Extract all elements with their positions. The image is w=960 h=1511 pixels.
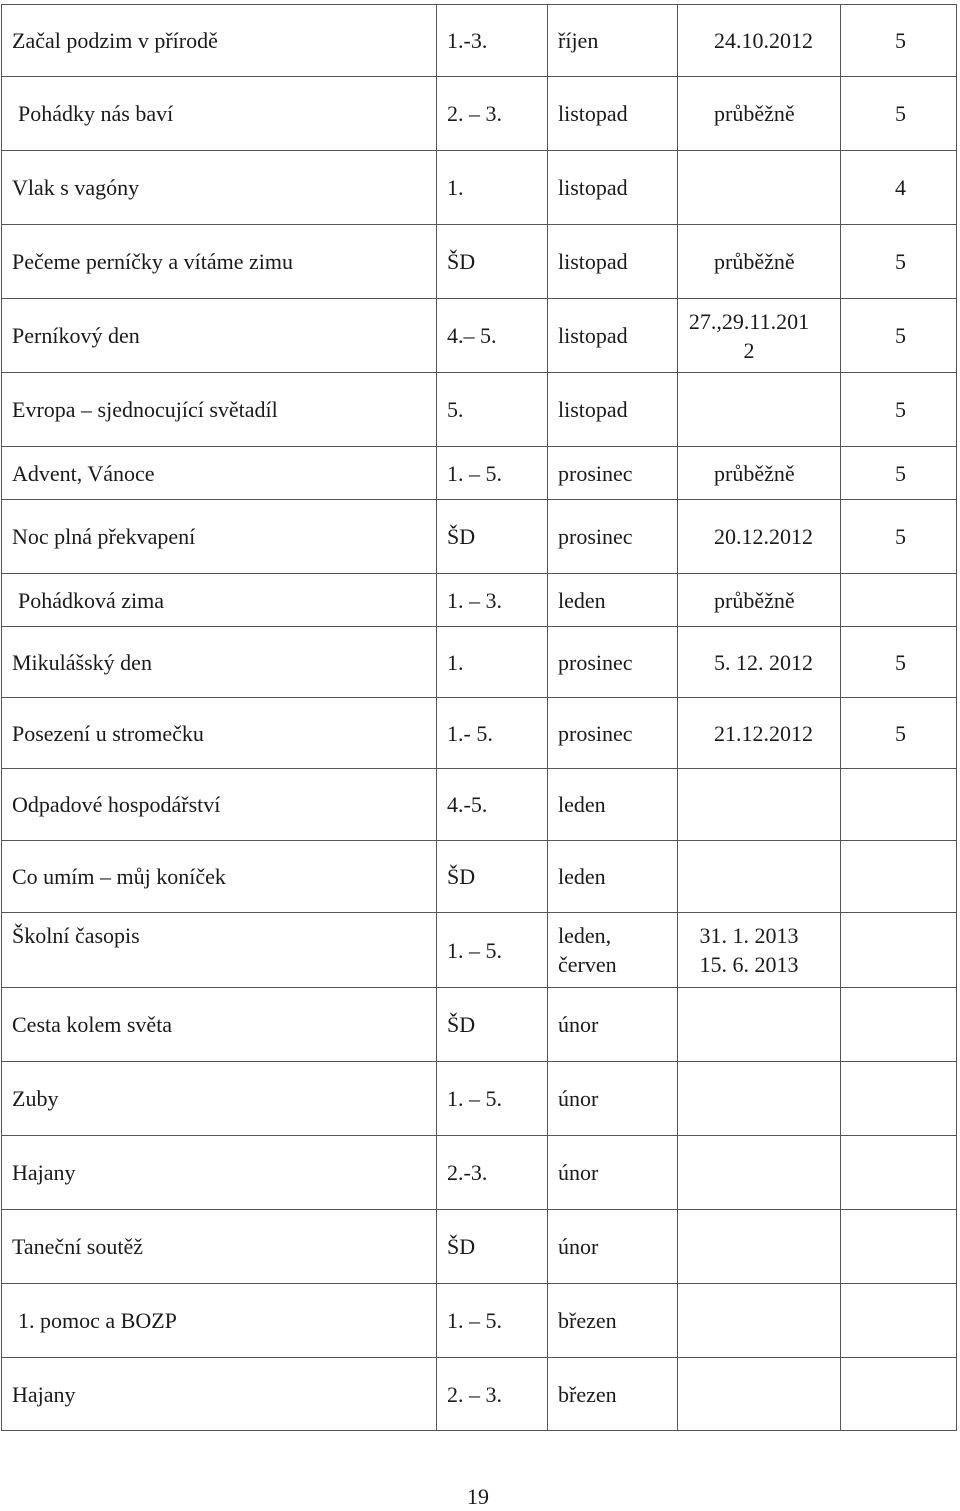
table-row — [2, 841, 957, 913]
cell-name: Cesta kolem světa — [2, 988, 437, 1062]
cell-date: 5. 12. 2012 — [678, 627, 841, 698]
cell-month: únor — [548, 988, 678, 1062]
cell-name: Pečeme perníčky a vítáme zimu — [2, 225, 437, 299]
cell-score: 5 — [841, 627, 957, 698]
cell-score — [841, 913, 957, 988]
table-row — [2, 1062, 957, 1136]
cell-date: 21.12.2012 — [678, 698, 841, 769]
cell-name: Vlak s vagóny — [2, 151, 437, 225]
cell-grade: 1. — [437, 627, 548, 698]
cell-name: 1. pomoc a BOZP — [2, 1284, 437, 1358]
cell-grade: ŠD — [437, 988, 548, 1062]
table-row — [2, 151, 957, 225]
cell-grade: 1. – 3. — [437, 574, 548, 627]
cell-score — [841, 1358, 957, 1431]
cell-name: Školní časopis — [2, 913, 437, 988]
cell-name: Pohádky nás baví — [2, 77, 437, 151]
cell-grade: 1.-3. — [437, 5, 548, 77]
cell-month: prosinec — [548, 698, 678, 769]
cell-date — [678, 1358, 841, 1431]
cell-date — [678, 988, 841, 1062]
cell-month: říjen — [548, 5, 678, 77]
cell-name: Hajany — [2, 1358, 437, 1431]
cell-name: Noc plná překvapení — [2, 500, 437, 574]
cell-month: listopad — [548, 299, 678, 373]
cell-name: Hajany — [2, 1136, 437, 1210]
cell-score — [841, 1210, 957, 1284]
cell-name: Odpadové hospodářství — [2, 769, 437, 841]
table-row — [2, 769, 957, 841]
table-row — [2, 1358, 957, 1431]
cell-month: leden — [548, 841, 678, 913]
cell-grade: 1. – 5. — [437, 1284, 548, 1358]
cell-month: listopad — [548, 151, 678, 225]
cell-date — [678, 841, 841, 913]
cell-date: 20.12.2012 — [678, 500, 841, 574]
cell-score: 5 — [841, 447, 957, 500]
cell-grade: 1. — [437, 151, 548, 225]
cell-grade: 5. — [437, 373, 548, 447]
table-row — [2, 77, 957, 151]
cell-name: Co umím – můj koníček — [2, 841, 437, 913]
cell-month: listopad — [548, 77, 678, 151]
cell-score: 5 — [841, 500, 957, 574]
cell-date — [678, 151, 841, 225]
table-row — [2, 1210, 957, 1284]
cell-date — [678, 373, 841, 447]
cell-date — [678, 1210, 841, 1284]
cell-date: průběžně — [678, 574, 841, 627]
cell-name: Pohádková zima — [2, 574, 437, 627]
cell-grade: 4.-5. — [437, 769, 548, 841]
cell-score — [841, 988, 957, 1062]
cell-month: leden — [548, 769, 678, 841]
cell-grade: 1. – 5. — [437, 447, 548, 500]
table-row — [2, 913, 957, 988]
table-row — [2, 574, 957, 627]
cell-month: prosinec — [548, 500, 678, 574]
table-row — [2, 299, 957, 373]
cell-grade: 2. – 3. — [437, 1358, 548, 1431]
cell-grade: ŠD — [437, 841, 548, 913]
cell-score — [841, 841, 957, 913]
cell-grade: ŠD — [437, 500, 548, 574]
cell-month: leden — [548, 574, 678, 627]
cell-score: 5 — [841, 77, 957, 151]
table-row — [2, 1136, 957, 1210]
cell-name: Začal podzim v přírodě — [2, 5, 437, 77]
page-number: 19 — [467, 1484, 489, 1509]
cell-date: průběžně — [678, 77, 841, 151]
cell-grade: 1. – 5. — [437, 1062, 548, 1136]
cell-grade: 1.- 5. — [437, 698, 548, 769]
cell-score — [841, 769, 957, 841]
cell-score: 5 — [841, 299, 957, 373]
cell-month: prosinec — [548, 627, 678, 698]
cell-date: 24.10.2012 — [678, 5, 841, 77]
cell-month: prosinec — [548, 447, 678, 500]
table-row — [2, 5, 957, 77]
cell-date: průběžně — [678, 447, 841, 500]
cell-name: Mikulášský den — [2, 627, 437, 698]
activities-table — [1, 4, 957, 1431]
cell-name: Perníkový den — [2, 299, 437, 373]
cell-date: 31. 1. 2013 15. 6. 2013 — [678, 913, 841, 988]
cell-month: leden, červen — [548, 913, 678, 988]
cell-date — [678, 1284, 841, 1358]
cell-month: únor — [548, 1210, 678, 1284]
cell-name: Zuby — [2, 1062, 437, 1136]
table-row — [2, 698, 957, 769]
cell-month: únor — [548, 1136, 678, 1210]
cell-month: listopad — [548, 373, 678, 447]
cell-score: 5 — [841, 373, 957, 447]
cell-grade: 2. – 3. — [437, 77, 548, 151]
table-row — [2, 500, 957, 574]
cell-name: Evropa – sjednocující světadíl — [2, 373, 437, 447]
cell-grade: 4.– 5. — [437, 299, 548, 373]
table-row — [2, 447, 957, 500]
table-row — [2, 225, 957, 299]
cell-score — [841, 1136, 957, 1210]
cell-score — [841, 1284, 957, 1358]
cell-date — [678, 769, 841, 841]
cell-score — [841, 1062, 957, 1136]
cell-month: listopad — [548, 225, 678, 299]
table-row — [2, 988, 957, 1062]
table-row — [2, 627, 957, 698]
cell-month: únor — [548, 1062, 678, 1136]
cell-name: Posezení u stromečku — [2, 698, 437, 769]
table-row — [2, 1284, 957, 1358]
cell-score: 4 — [841, 151, 957, 225]
cell-score: 5 — [841, 225, 957, 299]
cell-date: 27.,29.11.201 2 — [678, 299, 841, 373]
cell-month: březen — [548, 1358, 678, 1431]
cell-name: Advent, Vánoce — [2, 447, 437, 500]
cell-score — [841, 574, 957, 627]
cell-date: průběžně — [678, 225, 841, 299]
cell-score: 5 — [841, 5, 957, 77]
cell-grade: ŠD — [437, 225, 548, 299]
cell-month: březen — [548, 1284, 678, 1358]
cell-name: Taneční soutěž — [2, 1210, 437, 1284]
cell-date — [678, 1136, 841, 1210]
cell-score: 5 — [841, 698, 957, 769]
table-row — [2, 373, 957, 447]
cell-date — [678, 1062, 841, 1136]
cell-grade: ŠD — [437, 1210, 548, 1284]
cell-grade: 2.-3. — [437, 1136, 548, 1210]
cell-grade: 1. – 5. — [437, 913, 548, 988]
